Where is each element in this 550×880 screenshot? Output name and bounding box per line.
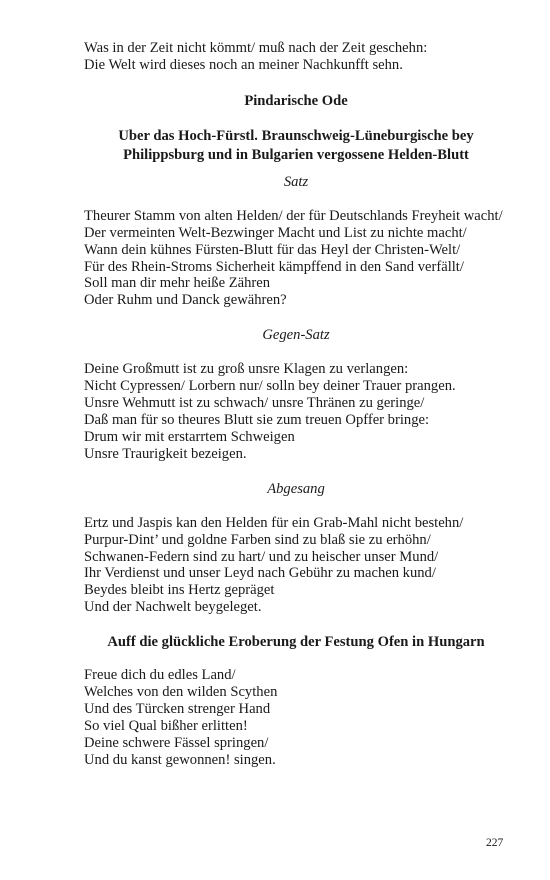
verse-line: Die Welt wird dieses noch an meiner Nachkunfft sehn. xyxy=(84,56,403,73)
verse-line: Der vermeinten Welt-Bezwinger Macht und List zu nichte macht/ xyxy=(84,224,467,241)
verse-line: Deine Großmutt ist zu groß unsre Klagen zu verlangen: xyxy=(84,361,409,378)
verse-line: Unsre Wehmutt ist zu schwach/ unsre Thränen zu geringe/ xyxy=(84,395,425,412)
verse-line: Purpur-Dint’ und goldne Farben sind zu blaß sie zu erhöhn/ xyxy=(84,531,431,548)
page-number: 227 xyxy=(486,837,504,849)
verse-line: Welches von den wilden Scythen xyxy=(84,684,278,701)
verse-line: Oder Ruhm und Danck gewähren? xyxy=(84,292,287,309)
verse-line: Theurer Stamm von alten Helden/ der für Deutschlands Freyheit wacht/ xyxy=(84,207,503,224)
verse-line: Drum wir mit erstarrtem Schweigen xyxy=(84,428,295,445)
abgesang-heading: Abgesang xyxy=(267,480,325,497)
book-page xyxy=(84,40,508,769)
verse-line: Für des Rhein-Stroms Sicherheit kämpffend in den Sand verfällt/ xyxy=(84,258,464,275)
verse-line: Beydes bleibt ins Hertz gepräget xyxy=(84,582,275,599)
verse-line: Was in der Zeit nicht kömmt/ muß nach der Zeit geschehn: xyxy=(84,40,428,56)
verse-line: Unsre Traurigkeit bezeigen. xyxy=(84,445,247,462)
verse-line: Nicht Cypressen/ Lorbern nur/ solln bey deiner Trauer prangen. xyxy=(84,378,456,395)
gegensatz-stanza xyxy=(84,361,508,462)
verse-line: Wann dein kühnes Fürsten-Blutt für das Heyl der Christen-Welt/ xyxy=(84,241,461,258)
gegensatz-heading: Gegen-Satz xyxy=(262,327,330,344)
verse-line: Freue dich du edles Land/ xyxy=(84,667,236,684)
ode-subtitle-line: Philippsburg und in Bulgarien vergossene Helden-Blutt xyxy=(123,146,469,163)
satz-heading: Satz xyxy=(283,173,309,190)
satz-stanza xyxy=(84,208,508,309)
verse-line: Ihr Verdienst und unser Leyd nach Gebühr zu machen kund/ xyxy=(84,565,436,582)
ode-subtitle-line: Uber das Hoch-Fürstl. Braunschweig-Lüneburgische bey xyxy=(118,127,474,144)
verse-line: Deine schwere Fässel springen/ xyxy=(84,734,269,751)
verse-line: So viel Qual bißher erlitten! xyxy=(84,717,248,734)
verse-line: Schwanen-Federn sind zu hart/ und zu heischer unser Mund/ xyxy=(84,548,439,565)
second-poem-stanza xyxy=(84,667,508,768)
verse-line: Ertz und Jaspis kan den Helden für ein Grab-Mahl nicht bestehn/ xyxy=(84,514,464,531)
ode-title: Pindarische Ode xyxy=(244,92,348,109)
second-poem-title: Auff die glückliche Eroberung der Festung Ofen in Hungarn xyxy=(107,634,485,651)
verse-line: Daß man für so theures Blutt sie zum treuen Opffer bringe: xyxy=(84,411,430,428)
verse-line: Und der Nachwelt beygeleget. xyxy=(84,599,262,616)
verse-line: Und du kanst gewonnen! singen. xyxy=(84,751,276,768)
verse-line: Soll man dir mehr heiße Zähren xyxy=(84,275,271,292)
abgesang-stanza xyxy=(84,515,508,616)
intro-couplet xyxy=(84,40,508,74)
verse-line: Und des Türcken strenger Hand xyxy=(84,700,271,717)
ode-subtitle xyxy=(84,127,508,165)
